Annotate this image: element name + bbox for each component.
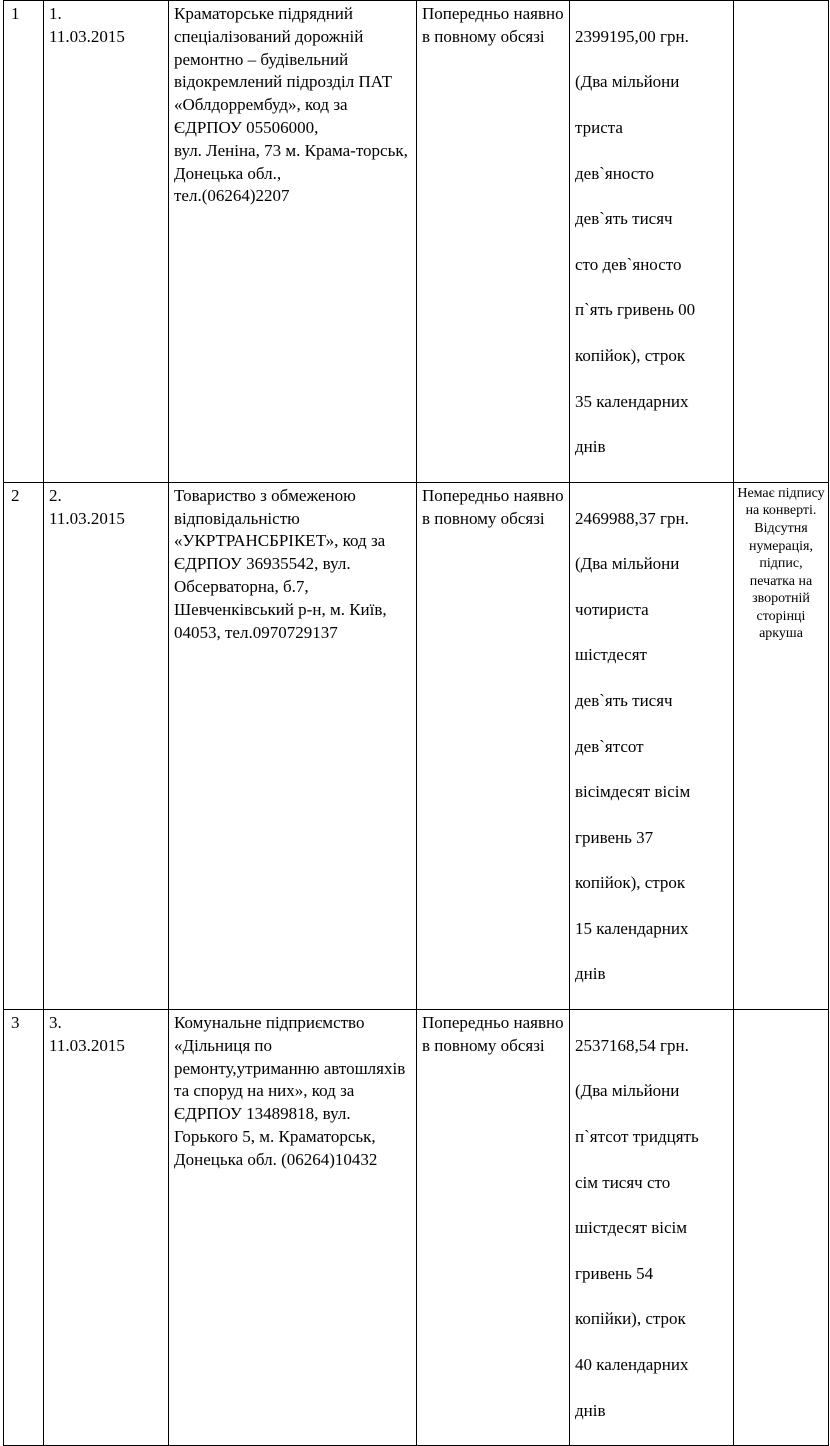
documents-status: Попередньо наявно в повному обсязі	[417, 482, 570, 1009]
price-line: днів	[575, 437, 606, 457]
tender-results-table	[3, 0, 829, 1446]
price-line: дев`ять тисяч	[575, 690, 673, 710]
price-line: копійок), строк	[575, 345, 686, 365]
documents-status: Попередньо наявно в повному обсязі	[417, 1010, 570, 1446]
price-line: копійок), строк	[575, 873, 686, 893]
price-line: днів	[575, 1400, 606, 1420]
table-row	[4, 1, 829, 483]
price-line: сто дев`яносто	[575, 254, 682, 274]
price-line: 2469988,37 грн.	[575, 508, 689, 528]
price-line: вісімдесят вісім	[575, 782, 691, 802]
participant-details: Комунальне підприємство «Дільниця по ремонту,утриманню автошляхів та споруд на них», код за ЄДРПОУ 13489818, вул. Горького 5, м. Краматорськ, Донецька обл. (06264)10432	[169, 1010, 417, 1446]
price-line: сім тисяч сто	[575, 1172, 671, 1192]
row-number: 3	[4, 1010, 44, 1446]
submission-date: 3. 11.03.2015	[44, 1010, 169, 1446]
price-line: п`ять гривень 00	[575, 300, 696, 320]
price-line: копійки), строк	[575, 1309, 686, 1329]
price-line: дев`ятсот	[575, 736, 644, 756]
price-line: (Два мільйони	[575, 72, 680, 92]
price-offer	[570, 1010, 734, 1446]
price-line: 15 календарних	[575, 918, 689, 938]
table-row	[4, 482, 829, 1009]
price-line: гривень 37	[575, 827, 654, 847]
participant-details: Товариство з обмеженою відповідальністю «УКРТРАНСБРІКЕТ», код за ЄДРПОУ 36935542, вул. Обсерваторна, б.7, Шевченківський р-н, м. Київ, 04053, тел.0970729137	[169, 482, 417, 1009]
price-line: чотириста	[575, 599, 649, 619]
price-line: 2399195,00 грн.	[575, 26, 689, 46]
price-line: шістдесят вісім	[575, 1218, 688, 1238]
price-line: 35 календарних	[575, 391, 689, 411]
price-offer	[570, 482, 734, 1009]
price-line: (Два мільйони	[575, 1081, 680, 1101]
price-line: дев`ять тисяч	[575, 209, 673, 229]
submission-date: 2. 11.03.2015	[44, 482, 169, 1009]
price-line: п`ятсот тридцять	[575, 1127, 699, 1147]
table-row	[4, 1010, 829, 1446]
row-number: 2	[4, 482, 44, 1009]
price-line: (Два мільйони	[575, 554, 680, 574]
price-line: 40 календарних	[575, 1355, 689, 1375]
remarks	[734, 1, 829, 483]
price-line: шістдесят	[575, 645, 647, 665]
price-line: дев`яносто	[575, 163, 654, 183]
price-line: триста	[575, 117, 623, 137]
remarks: Немає підпису на конверті. Відсутня нумерація, підпис, печатка на зворотній сторінці аркуша	[734, 482, 829, 1009]
price-line: 2537168,54 грн.	[575, 1035, 689, 1055]
participant-details: Краматорське підрядний спеціалізований дорожній ремонтно – будівельний відокремлений підрозділ ПАТ «Облдоррембуд», код за ЄДРПОУ 05506000, вул. Леніна, 73 м. Крама-торськ, Донецька обл., тел.(06264)2207	[169, 1, 417, 483]
price-line: днів	[575, 964, 606, 984]
row-number: 1	[4, 1, 44, 483]
submission-date: 1. 11.03.2015	[44, 1, 169, 483]
documents-status: Попередньо наявно в повному обсязі	[417, 1, 570, 483]
remarks	[734, 1010, 829, 1446]
price-offer	[570, 1, 734, 483]
price-line: гривень 54	[575, 1263, 654, 1283]
